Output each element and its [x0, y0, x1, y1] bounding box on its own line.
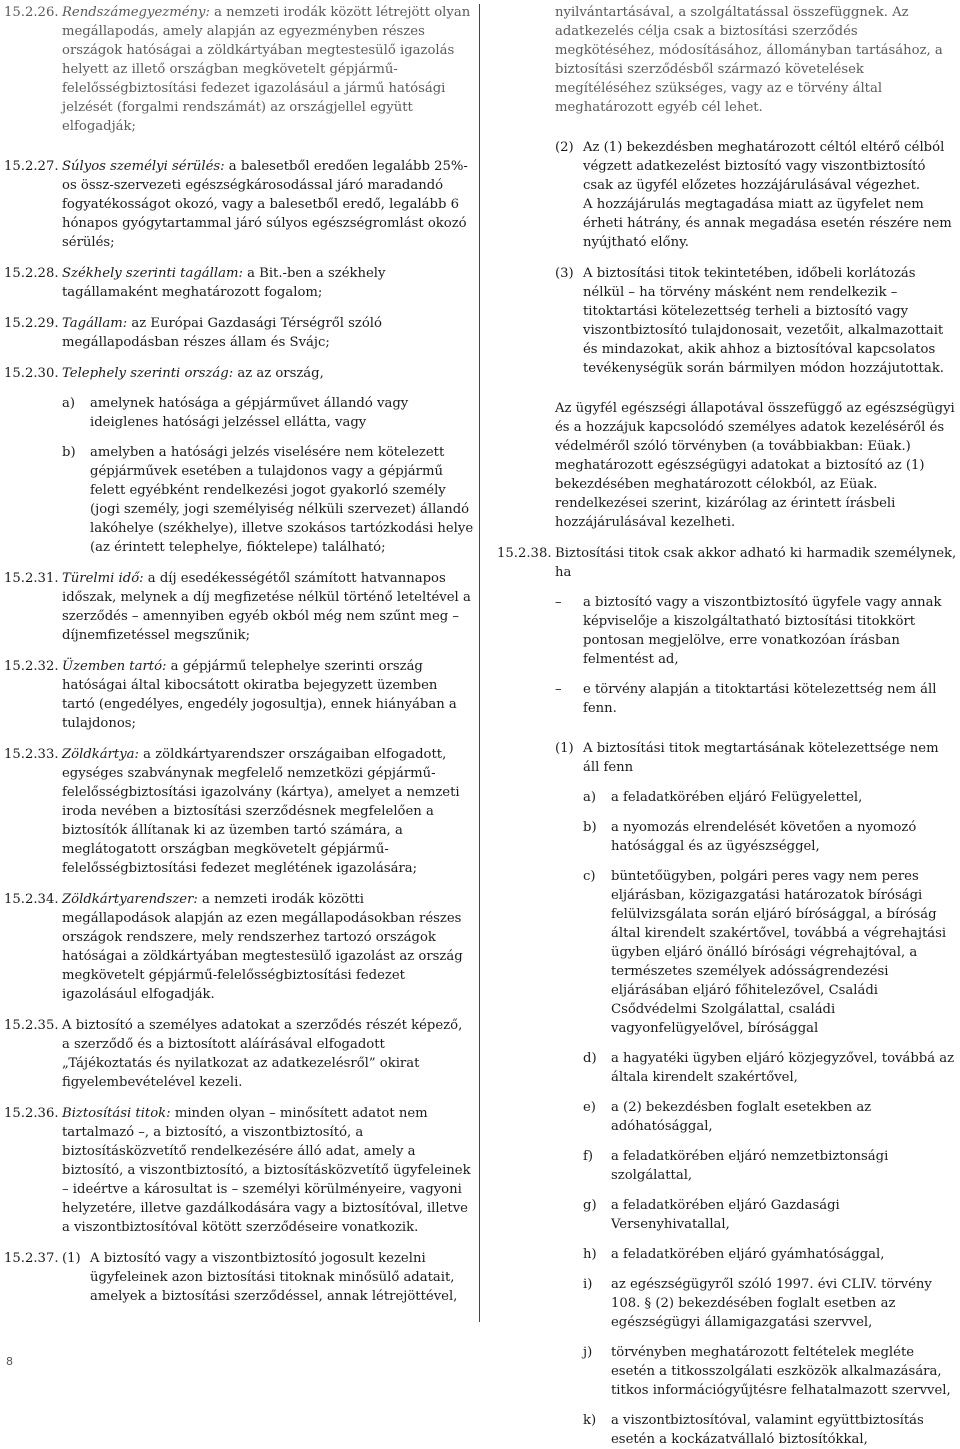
paragraph-text: A biztosítási titok tekintetében, időbeli korlátozás nélkül – ha törvény másként nem rendelkezik – titoktartási kötelezettség terheli a biztosító vagy viszontbiztosító tulajdonosait, vezetőit, alkalmazottait és mindazokat, akik ahhoz a biztosítóval kapcsolatos tevékenységük során bármilyen módon hozzájutottak.	[583, 266, 945, 376]
health-data-paragraph: Az ügyfél egészségi állapotával összefüggő az egészségügyi és a hozzájuk kapcsolódó személyes adatok kezeléséről és védelméről szóló törvényben (a továbbiakban: Eüak.) meghatározott egészségügyi adatokat a biztosító az (1) bekezdésében meghatározott célokból, az Eüak. rendelkezései szerint, kizárólag az érintett írásbeli hozzájárulásával kezelheti.	[555, 401, 955, 530]
section-number: 15.2.32.	[4, 659, 59, 674]
item-label: e)	[583, 1100, 596, 1115]
definition-body	[62, 745, 474, 878]
section-number: 15.2.28.	[4, 266, 59, 281]
item-text: az egészségügyről szóló 1997. évi CLIV. törvény 108. § (2) bekezdésében foglalt esetben az egészségügyi államigazgatási szervvel,	[611, 1277, 932, 1330]
item-label: c)	[583, 869, 596, 884]
section-number: 15.2.35.	[4, 1018, 59, 1033]
section-number: 15.2.38.	[497, 546, 552, 561]
section-number: 15.2.36.	[4, 1106, 59, 1121]
definition-term: Telephely szerinti ország:	[62, 366, 234, 381]
section-number: 15.2.27.	[4, 159, 59, 174]
definition-body	[62, 3, 474, 136]
section-number: 15.2.37.	[4, 1251, 59, 1266]
paragraph-1	[555, 739, 957, 1449]
definition-text: az Európai Gazdasági Térségről szóló megállapodásban részes állam és Svájc;	[62, 316, 382, 350]
definition-15-2-36	[4, 1104, 474, 1237]
item-text: a feladatkörében eljáró nemzetbiztonsági szolgálattal,	[611, 1149, 889, 1183]
item-text: a feladatkörében eljáró Felügyelettel,	[611, 790, 863, 805]
item-text: büntetőügyben, polgári peres vagy nem peres eljárásban, közigazgatási határozatok bírósági felülvizsgálata során eljáró bírósággal, a bíróság által kirendelt szakértővel, továbbá a végrehajtási ügyben eljáró önálló bírósági végrehajtóval, a természetes személyek adósságrendezési eljárásában eljáró főhitelezővel, Családi Csődvédelmi Szolgálattal, családi vagyonfelügyelővel, bírósággal	[611, 869, 947, 1036]
list-item	[583, 1196, 957, 1234]
item-label: g)	[583, 1198, 597, 1213]
definition-text: a zöldkártyarendszer országaiban elfogadott, egységes szabványnak megfelelő nemzetközi gépjármű-felelősségbiztosítási igazolvány (kártya), amelyet a nemzeti iroda nevében a biztosítási szerződésnek megfelelően a biztosítók állítanak ki az üzemben tartó számára, a meglátogatott országban megkövetelt gépjármű-felelősségbiztosítási fedezet meglétének igazolására;	[62, 747, 460, 876]
definition-term: Biztosítási titok:	[62, 1106, 171, 1121]
list-item	[62, 443, 474, 557]
dash-text: e törvény alapján a titoktartási kötelezettség nem áll fenn.	[583, 682, 937, 716]
definition-text: az az ország,	[233, 366, 324, 381]
dash-label: –	[555, 682, 562, 697]
definition-15-2-29	[4, 314, 474, 352]
definition-text: a balesetből eredően legalább 25%-os össz-szervezeti egészségkárosodással járó maradandó fogyatékosságot okozó, vagy a balesetből eredő, legalább 6 hónapos gyógytartammal járó súlyos egészségromlást okozó sérülés;	[62, 159, 468, 250]
item-label: a)	[62, 396, 76, 411]
definition-term: Zöldkártya:	[62, 747, 139, 762]
list-item	[583, 1147, 957, 1185]
section-number: 15.2.31.	[4, 571, 59, 586]
list-item	[583, 1049, 957, 1087]
section-text: Biztosítási titok csak akkor adható ki harmadik személynek, ha	[555, 546, 957, 580]
definition-body	[62, 569, 474, 645]
list-item	[583, 1411, 957, 1449]
section-number: 15.2.30.	[4, 366, 59, 381]
definition-body	[62, 1104, 474, 1237]
list-item	[583, 1098, 957, 1136]
definition-body	[62, 657, 474, 733]
item-label: i)	[583, 1277, 593, 1292]
item-label: b)	[62, 445, 76, 460]
left-column	[4, 3, 474, 1306]
section-body	[62, 1249, 474, 1306]
definition-text: a díj esedékességétől számított hatvannapos időszak, melynek a díj megfizetése nélkül történő leteltével a szerződés – amennyiben egyéb okból még nem szűnt meg – díjnemfizetéssel megszűnik;	[62, 571, 471, 643]
definition-term: Súlyos személyi sérülés:	[62, 159, 225, 174]
definition-body	[62, 264, 474, 302]
dash-item	[555, 593, 957, 669]
list-item	[583, 1245, 957, 1264]
definition-15-2-33	[4, 745, 474, 878]
list-item	[62, 394, 474, 432]
page-number: 8	[6, 1355, 13, 1368]
definition-15-2-32	[4, 657, 474, 733]
section-number: 15.2.33.	[4, 747, 59, 762]
definition-text: a nemzeti irodák közötti megállapodások alapján az ezen megállapodásokban részes országok rendszere, mely rendszerhez tartozó országok hatóságai a zöldkártyában megtestesülő igazolást az ország megkövetelt gépjármű-felelősségbiztosítási fedezet igazolásául elfogadják.	[62, 892, 463, 1002]
item-text: törvényben meghatározott feltételek megléte esetén a titkosszolgálati eszközök alkalmazására, titkos információgyűjtésre felhatalmazott szervvel,	[611, 1345, 951, 1398]
section-body	[497, 593, 957, 1449]
definition-term: Tagállam:	[62, 316, 128, 331]
continued-text: nyilvántartásával, a szolgáltatással összefüggnek. Az adatkezelés célja csak a biztosítási szerződés megkötéséhez, módosításához, állományban tartásához, a biztosítási szerződésből származó követelések megítéléséhez szükséges, vagy az e törvény által meghatározott egyéb cél lehet.	[555, 5, 943, 115]
item-label: j)	[583, 1345, 593, 1360]
item-label: b)	[583, 820, 597, 835]
column-divider	[479, 4, 480, 1322]
list-item	[583, 1343, 957, 1400]
definition-15-2-26	[4, 3, 474, 136]
item-label: a)	[583, 790, 597, 805]
paragraph-label: (1)	[62, 1251, 81, 1266]
definition-15-2-34	[4, 890, 474, 1004]
list-item	[583, 867, 957, 1038]
item-text: a hagyatéki ügyben eljáró közjegyzővel, továbbá az általa kirendelt szakértővel,	[611, 1051, 955, 1085]
item-text: amelyben a hatósági jelzés viselésére nem kötelezett gépjárművek esetében a tulajdonos vagy a gépjármű felett egyébként rendelkezési jogot gyakorló személy (jogi személy, jogi személyiség nélküli szervezet) állandó lakóhelye (székhelye), illetve szokásos tartózkodási helye (az érintett telephelye, fióktelepe) található;	[90, 445, 474, 555]
item-text: amelynek hatósága a gépjárművet állandó vagy ideiglenes hatósági jelzéssel ellátta, vagy	[90, 396, 409, 430]
definition-15-2-27	[4, 157, 474, 252]
item-label: f)	[583, 1149, 594, 1164]
paragraph-label: (2)	[555, 140, 574, 155]
list-item	[583, 818, 957, 856]
definition-text: minden olyan – minősített adatot nem tartalmazó –, a biztosító, a viszontbiztosító, a biztosításközvetítő rendelkezésére álló adat, amely a biztosító, a viszontbiztosító, a biztosításközvetítő ügyfeleinek – ideértve a károsultat is – személyi körülményeire, vagyoni helyzetére, illetve gazdálkodására vagy a biztosítóval, illetve a viszontbiztosítóval kötött szerződéseire vonatkozik.	[62, 1106, 471, 1235]
definition-15-2-28	[4, 264, 474, 302]
definition-body	[62, 364, 474, 557]
definition-15-2-31	[4, 569, 474, 645]
paragraph-2	[497, 138, 957, 252]
item-text: a feladatkörében eljáró gyámhatósággal,	[611, 1247, 885, 1262]
paragraph-text: Az (1) bekezdésben meghatározott céltól eltérő célból végzett adatkezelést biztosító vagy viszontbiztosító csak az ügyfél előzetes hozzájárulásával végezhet.	[583, 140, 945, 193]
definition-term: Türelmi idő:	[62, 571, 144, 586]
definition-text: a gépjármű telephelye szerinti ország hatóságai által kibocsátott okiratba bejegyzett üzemben tartó (engedélyes, engedély jogosultja), ennek hiányában a tulajdonos;	[62, 659, 457, 731]
paragraph-label: (3)	[555, 266, 574, 281]
definition-text: a nemzeti irodák között létrejött olyan megállapodás, amely alapján az egyezményben részes országok hatóságai a zöldkártyában megtestesülő igazolás helyett az illető országban megkövetelt gépjármű-felelősségbiztosítási fedezet igazolásául a jármű hatósági jelzését (forgalmi rendszámát) az országjellel együtt elfogadják;	[62, 5, 471, 134]
definition-term: Zöldkártyarendszer:	[62, 892, 198, 907]
definition-body	[62, 314, 474, 352]
item-text: a feladatkörében eljáró Gazdasági Versenyhivatallal,	[611, 1198, 840, 1232]
item-text: a nyomozás elrendelését követően a nyomozó hatósággal és az ügyészséggel,	[611, 820, 917, 854]
definition-body	[62, 157, 474, 252]
item-text: a (2) bekezdésben foglalt esetekben az adóhatósággal,	[611, 1100, 872, 1134]
definition-term: Székhely szerinti tagállam:	[62, 266, 243, 281]
paragraph-label: (1)	[555, 741, 574, 756]
section-number: 15.2.26.	[4, 5, 59, 20]
section-15-2-37	[4, 1249, 474, 1306]
item-label: d)	[583, 1051, 597, 1066]
definition-body	[62, 890, 474, 1004]
item-text: a viszontbiztosítóval, valamint együttbiztosítás esetén a kockázatvállaló biztosítókkal,	[611, 1413, 924, 1447]
dash-text: a biztosító vagy a viszontbiztosító ügyfele vagy annak képviselője a kiszolgáltatható biztosítási titokkört pontosan megjelölve, erre vonatkozóan írásban felmentést ad,	[583, 595, 942, 667]
item-label: h)	[583, 1247, 597, 1262]
list-item	[583, 1275, 957, 1332]
paragraph-text: A biztosító vagy a viszontbiztosító jogosult kezelni ügyfeleinek azon biztosítási titoknak minősülő adatait, amelyek a biztosítási szerződéssel, annak létrejöttével,	[90, 1251, 458, 1304]
section-number: 15.2.34.	[4, 892, 59, 907]
paragraph-3	[497, 264, 957, 378]
section-number: 15.2.29.	[4, 316, 59, 331]
section-15-2-35	[4, 1016, 474, 1092]
dash-label: –	[555, 595, 562, 610]
definition-term: Rendszámegyezmény:	[62, 5, 210, 20]
section-15-2-38	[497, 544, 957, 582]
dash-item	[555, 680, 957, 718]
paragraph	[62, 1249, 474, 1306]
definition-15-2-30	[4, 364, 474, 557]
definition-text: a Bit.-ben a székhely tagállamaként meghatározott fogalom;	[62, 266, 386, 300]
item-label: k)	[583, 1413, 597, 1428]
section-text: A biztosító a személyes adatokat a szerződés részét képező, a szerződő és a biztosított aláírásával elfogadott „Tájékoztatás és nyilatkozat az adatkezelésről” okirat figyelembevételével kezeli.	[62, 1018, 463, 1090]
definition-term: Üzemben tartó:	[62, 659, 167, 674]
paragraph-text: A biztosítási titok megtartásának kötelezettsége nem áll fenn	[583, 741, 939, 775]
list-item	[583, 788, 957, 807]
right-column	[497, 3, 957, 1449]
paragraph-text: A hozzájárulás megtagadása miatt az ügyfelet nem érheti hátrány, és annak megadása esetén részére nem nyújtható előny.	[583, 197, 952, 250]
